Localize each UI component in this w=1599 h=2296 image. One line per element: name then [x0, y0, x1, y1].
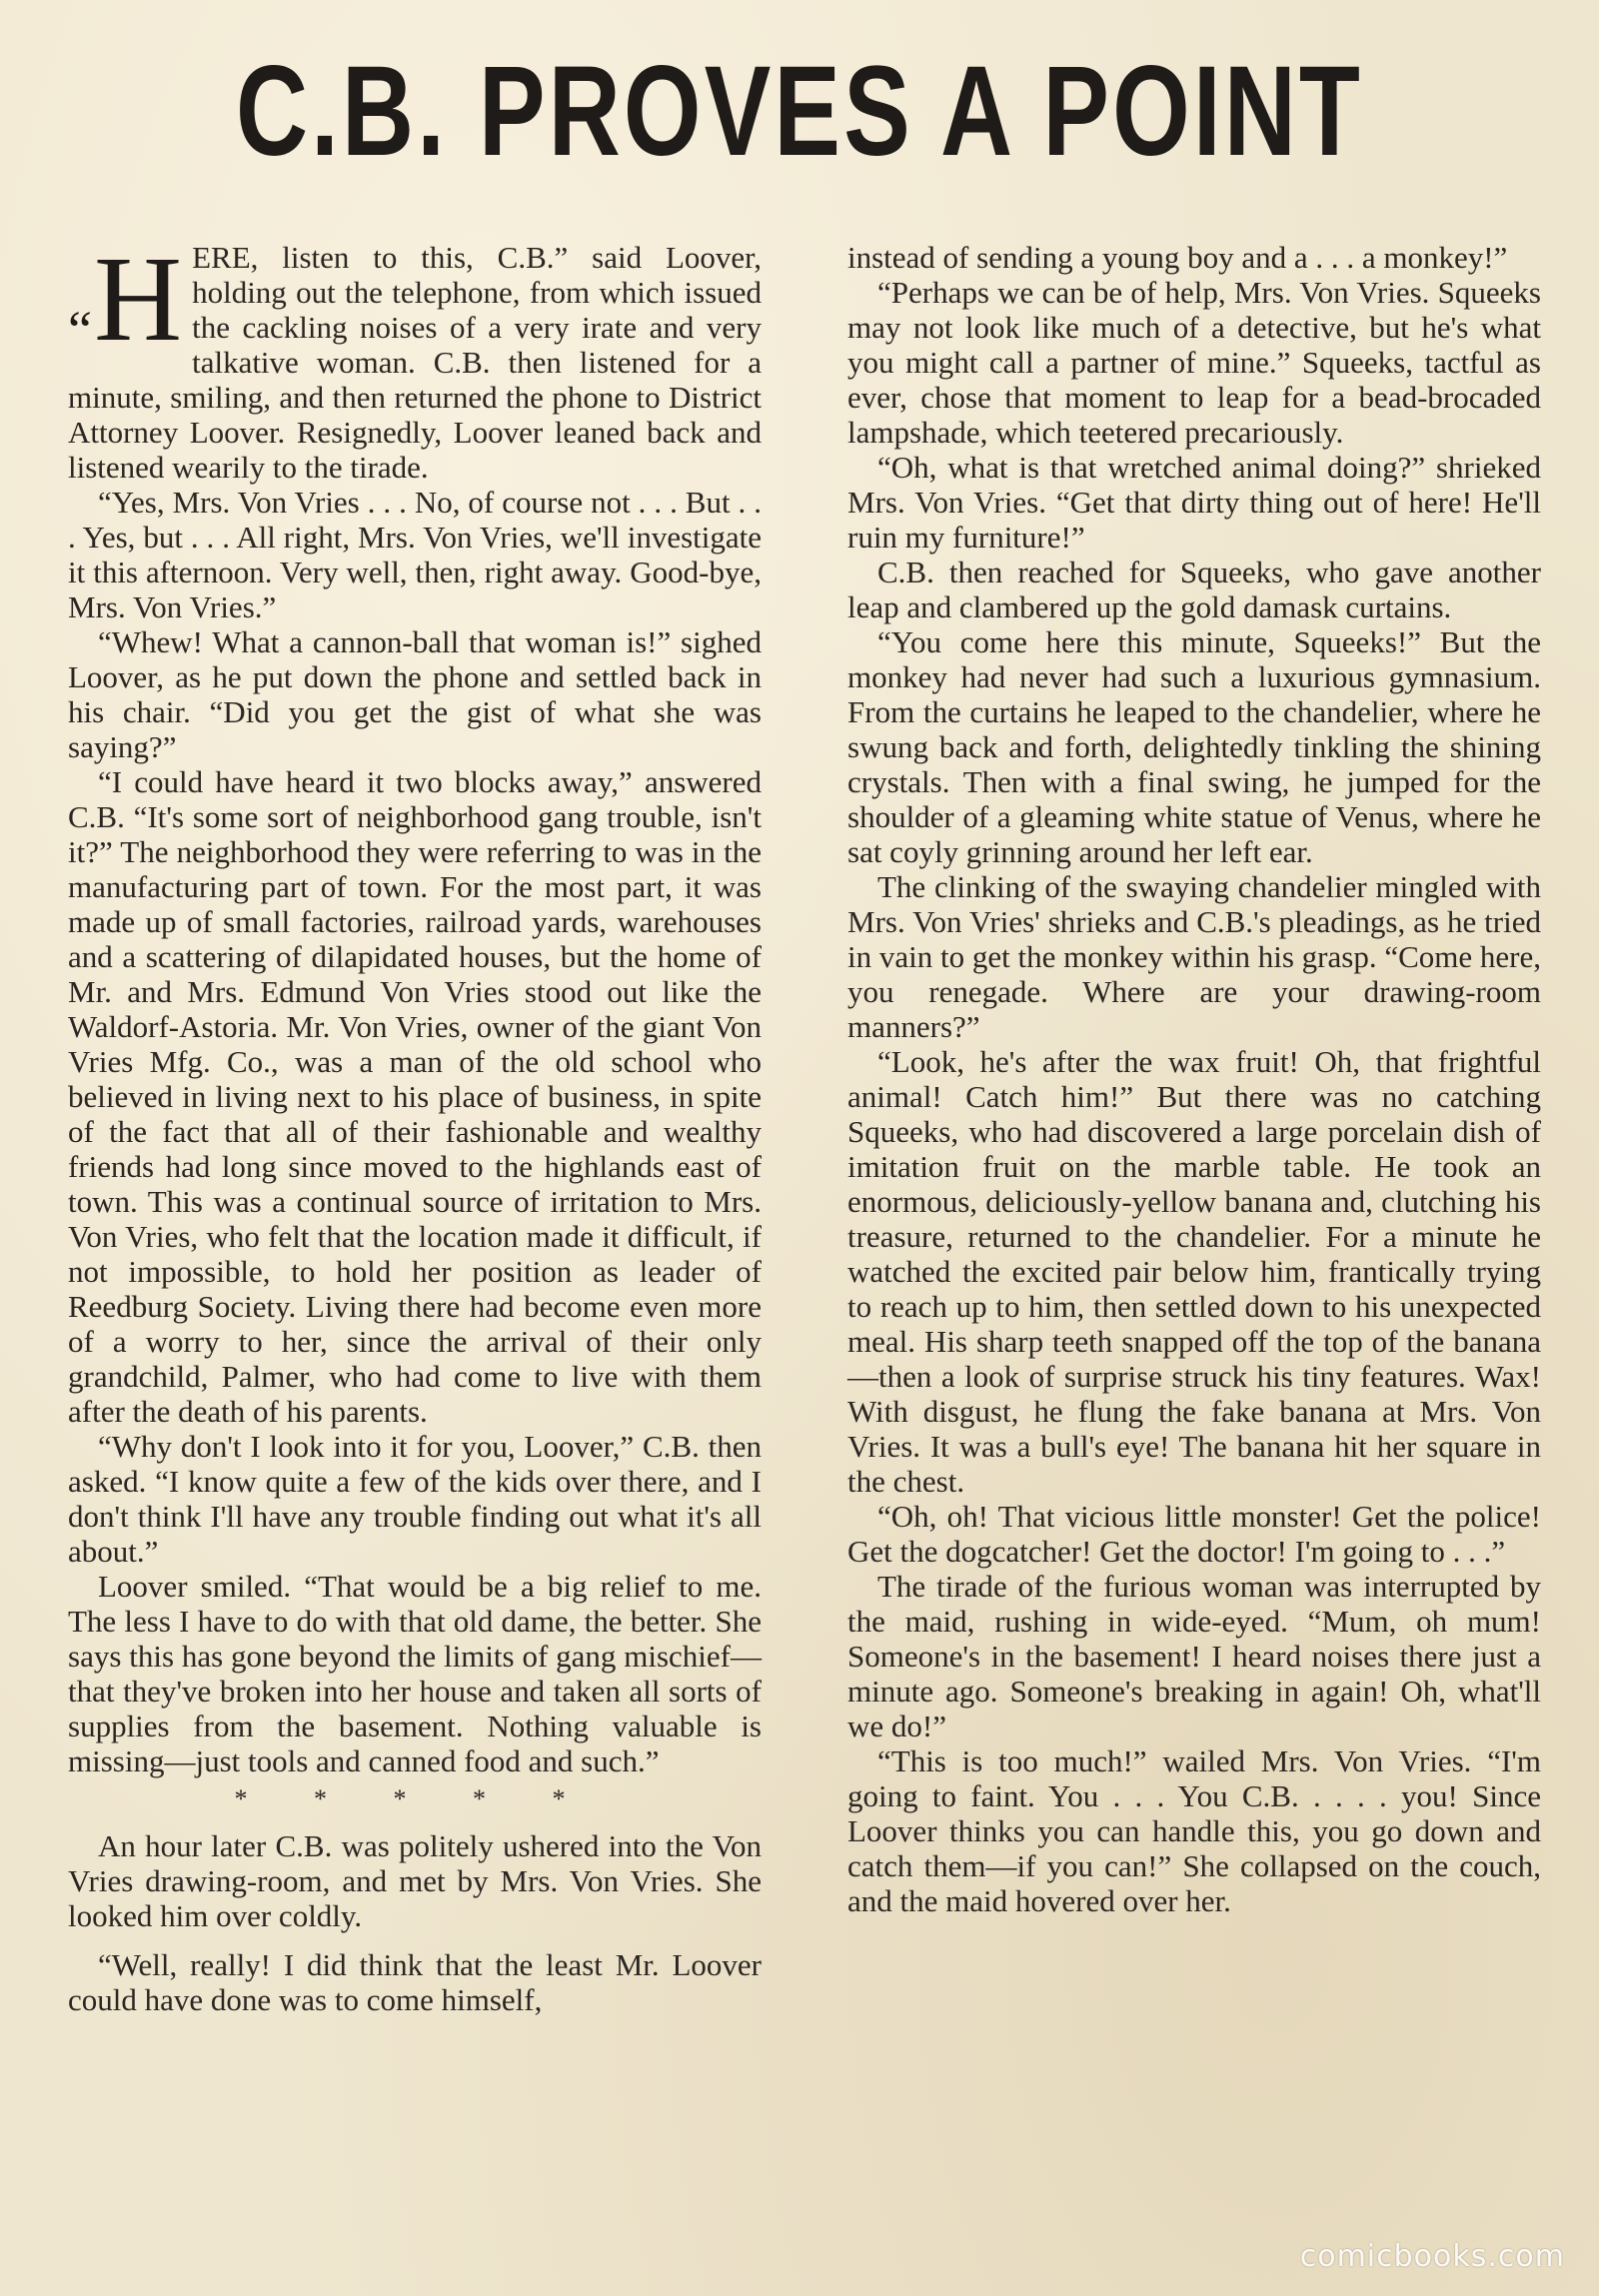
- paragraph: “Look, he's after the wax fruit! Oh, that frightful animal! Catch him!” But there was no catching Squeeks, who had discovered a large porcelain dish of imitation fruit on the marble table. He took an enormous, deliciously-yellow banana and, clutching his treasure, returned to the chandelier. For a minute he watched the excited pair below him, frantically trying to reach up to him, then settled down to his unexpected meal. His sharp teeth snapped off the top of the banana—then a look of surprise struck his tiny features. Wax! With disgust, he flung the fake banana at Mrs. Von Vries. It was a bull's eye! The banana hit her square in the chest.: [847, 1044, 1541, 1499]
- paragraph: “Whew! What a cannon-ball that woman is!” sighed Loover, as he put down the phone and settled back in his chair. “Did you get the gist of what she was saying?”: [68, 624, 762, 764]
- right-column: [847, 240, 1541, 1918]
- section-separator: * * * * *: [234, 1784, 596, 1813]
- opening-paragraph: [68, 232, 762, 485]
- paragraph: “You come here this minute, Squeeks!” But the monkey had never had such a luxurious gymnasium. From the curtains he leaped to the chandelier, where he swung back and forth, delightedly tinkling the shining crystals. Then with a final swing, he jumped for the shoulder of a gleaming white statue of Venus, where he sat coyly grinning around her left ear.: [847, 624, 1541, 869]
- paragraph: “I could have heard it two blocks away,” answered C.B. “It's some sort of neighborhood gang trouble, isn't it?” The neighborhood they were referring to was in the manufacturing part of town. For the most part, it was made up of small factories, railroad yards, warehouses and a scattering of dilapidated houses, but the home of Mr. and Mrs. Edmund Von Vries stood out like the Waldorf-Astoria. Mr. Von Vries, owner of the giant Von Vries Mfg. Co., was a man of the old school who believed in living next to his place of business, in spite of the fact that all of their fashionable and wealthy friends had long since moved to the highlands east of town. This was a continual source of irritation to Mrs. Von Vries, who felt that the location made it difficult, if not impossible, to hold her position as leader of Reedburg Society. Living there had become even more of a worry to her, since the arrival of their only grandchild, Palmer, who had come to live with them after the death of his parents.: [68, 764, 762, 1429]
- drop-cap-letter: H: [93, 232, 183, 367]
- paragraph: The clinking of the swaying chandelier mingled with Mrs. Von Vries' shrieks and C.B.'s pleadings, as he tried in vain to get the monkey within his grasp. “Come here, you renegade. Where are your drawing-room manners?”: [847, 869, 1541, 1044]
- paragraph: The tirade of the furious woman was interrupted by the maid, rushing in wide-eyed. “Mum, oh mum! Someone's in the basement! I heard noises there just a minute ago. Someone's breaking in again! Oh, what'll we do!”: [847, 1569, 1541, 1743]
- page-title: C.B. PROVES A POINT: [235, 40, 1364, 183]
- paragraph: “Why don't I look into it for you, Loover,” C.B. then asked. “I know quite a few of the kids over there, and I don't think I'll have any trouble finding out what it's all about.”: [68, 1429, 762, 1569]
- paragraph: “Yes, Mrs. Von Vries . . . No, of course not . . . But . . . Yes, but . . . All right, Mrs. Von Vries, we'll investigate it this afternoon. Very well, then, right away. Good-bye, Mrs. Von Vries.”: [68, 485, 762, 624]
- paragraph: “Well, really! I did think that the least Mr. Loover could have done was to come himself,: [68, 1947, 762, 2017]
- opening-paragraph-text: ERE, listen to this, C.B.” said Loover, holding out the telephone, from which issued the cackling noises of a very irate and very talkative woman. C.B. then listened for a minute, smiling, and then returned the phone to District Attorney Loover. Resignedly, Loover leaned back and listened wearily to the tirade.: [68, 240, 762, 485]
- paragraph: An hour later C.B. was politely ushered into the Von Vries drawing-room, and met by Mrs. Von Vries. She looked him over coldly.: [68, 1828, 762, 1933]
- paragraph: “Perhaps we can be of help, Mrs. Von Vries. Squeeks may not look like much of a detective, but he's what you might call a partner of mine.” Squeeks, tactful as ever, chose that moment to leap for a bead-brocaded lampshade, which teetered precariously.: [847, 275, 1541, 450]
- paragraph: Loover smiled. “That would be a big relief to me. The less I have to do with that old dame, the better. She says this has gone beyond the limits of gang mischief—that they've broken into her house and taken all sorts of supplies from the basement. Nothing valuable is missing—just tools and canned food and such.”: [68, 1569, 762, 1778]
- paragraph: C.B. then reached for Squeeks, who gave another leap and clambered up the gold damask curtains.: [847, 555, 1541, 624]
- paragraph: “Oh, what is that wretched animal doing?” shrieked Mrs. Von Vries. “Get that dirty thing out of here! He'll ruin my furniture!”: [847, 450, 1541, 555]
- left-column: [68, 232, 762, 2017]
- paragraph: “This is too much!” wailed Mrs. Von Vries. “I'm going to faint. You . . . You C.B. . . . . you! Since Loover thinks you can handle this, you go down and catch them—if you can!” She collapsed on the couch, and the maid hovered over her.: [847, 1743, 1541, 1918]
- continued-paragraph: instead of sending a young boy and a . . . a monkey!”: [847, 240, 1508, 275]
- drop-cap-quote: “: [68, 300, 92, 360]
- paragraph: “Oh, oh! That vicious little monster! Get the police! Get the dogcatcher! Get the doctor! I'm going to . . .”: [847, 1499, 1541, 1569]
- watermark-text: comicbooks.com: [1299, 2239, 1565, 2274]
- drop-cap: [68, 232, 183, 367]
